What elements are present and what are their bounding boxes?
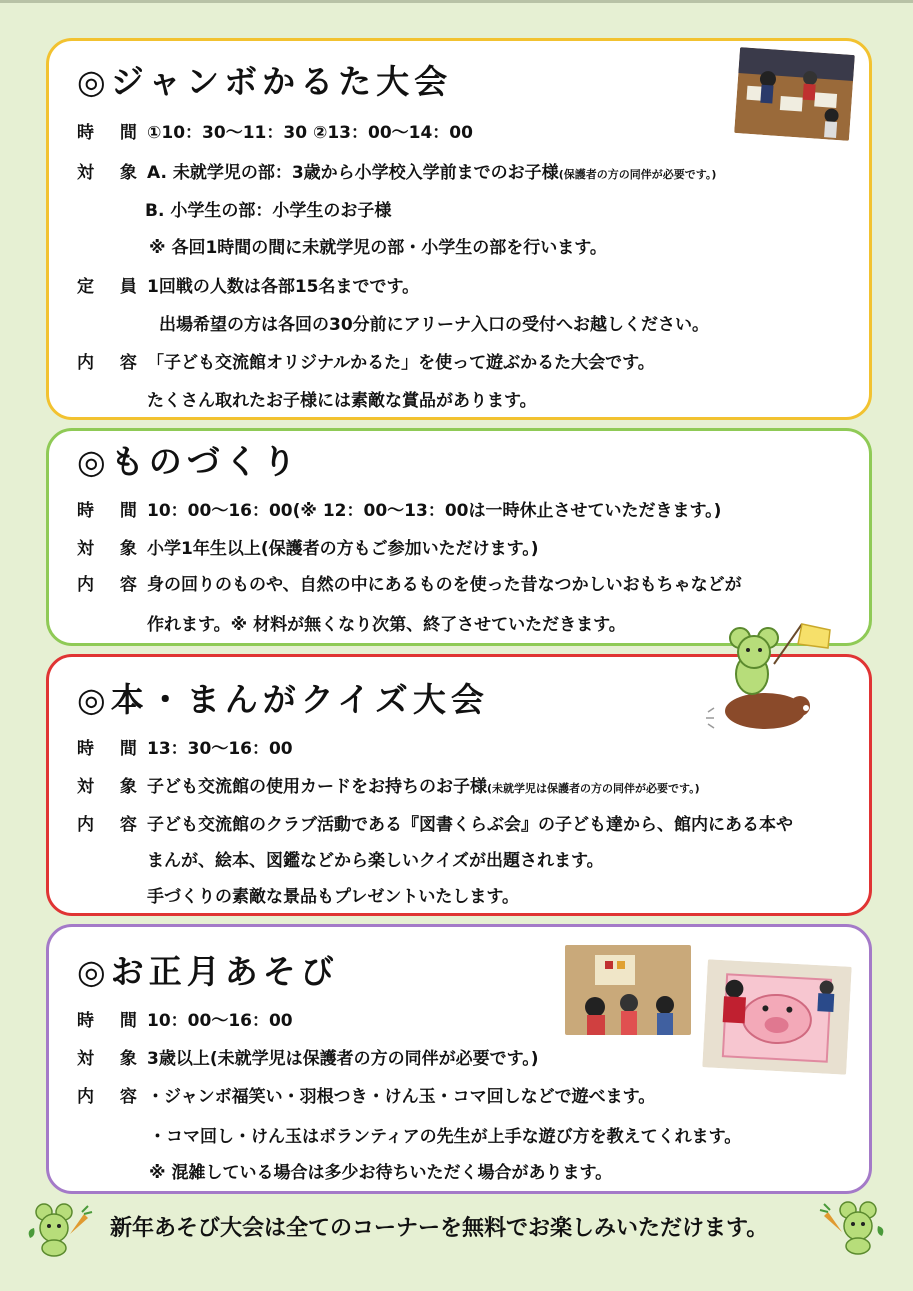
monozukuri-line: 作れます。※ 材料が無くなり次第、終了させていただきます。 <box>147 615 626 635</box>
karuta-content-row <box>77 355 655 372</box>
shogatsu-line-2: ※ 混雑している場合は多少お待ちいただく場合があります。 <box>149 1163 613 1183</box>
section-shogatsu <box>46 924 872 1194</box>
row-key: 時 間 <box>77 739 147 759</box>
row-key: 時 間 <box>77 123 147 143</box>
quiz-time-row <box>77 741 293 758</box>
shogatsu-photo-2 <box>702 959 851 1074</box>
mouse-holding-carrot-icon <box>24 1198 94 1258</box>
footer-message: 新年あそび大会は全てのコーナーを無料でお楽しみいただけます。 <box>110 1216 769 1241</box>
row-note: (未就学児は保護者の方の同伴が必要です。) <box>487 782 700 795</box>
row-note: (保護者の方の同伴が必要です。) <box>558 168 717 181</box>
section-title: ◎本・まんがクイズ大会 <box>77 680 489 719</box>
row-value: 10：00〜16：00 <box>147 1011 293 1031</box>
quiz-target-row <box>77 779 700 796</box>
section-karuta <box>46 38 872 420</box>
row-value: 小学1年生以上(保護者の方もご参加いただけます。) <box>147 539 539 559</box>
shogatsu-line-1: ・コマ回し・けん玉はボランティアの先生が上手な遊び方を教えてくれます。 <box>149 1127 742 1147</box>
row-value: 1回戦の人数は各部15名までです。 <box>147 277 420 297</box>
row-key: 内 容 <box>77 575 147 595</box>
section-monozukuri <box>46 428 872 646</box>
karuta-line-note: ※ 各回1時間の間に未就学児の部・小学生の部を行います。 <box>149 238 607 258</box>
row-value: 3歳以上(未就学児は保護者の方の同伴が必要です。) <box>147 1049 539 1069</box>
shogatsu-target-row <box>77 1051 539 1068</box>
top-border <box>0 0 913 3</box>
karuta-photo <box>734 47 855 141</box>
shogatsu-content-row <box>77 1089 655 1106</box>
row-key: 対 象 <box>77 539 147 559</box>
row-value: A. 未就学児の部：3歳から小学校入学前までのお子様 <box>147 163 559 183</box>
row-key: 対 象 <box>77 777 147 797</box>
row-key: 時 間 <box>77 501 147 521</box>
karuta-entry-note: 出場希望の方は各回の30分前にアリーナ入口の受付へお越しください。 <box>159 315 709 335</box>
row-value: ①10：30〜11：30 ②13：00〜14：00 <box>147 123 473 143</box>
row-key: 対 象 <box>77 1049 147 1069</box>
row-value: ・ジャンボ福笑い・羽根つき・けん玉・コマ回しなどで遊べます。 <box>147 1087 656 1107</box>
section-title: ◎ジャンボかるた大会 <box>77 62 453 101</box>
karuta-target-row <box>77 165 716 182</box>
quiz-content-row <box>77 817 793 834</box>
mouse-holding-carrot-icon <box>818 1196 888 1256</box>
karuta-time-row <box>77 125 473 142</box>
row-value: 子ども交流館の使用カードをお持ちのお子様 <box>147 777 487 797</box>
row-value: 「子ども交流館オリジナルかるた」を使って遊ぶかるた大会です。 <box>147 353 655 373</box>
row-key: 時 間 <box>77 1011 147 1031</box>
row-key: 定 員 <box>77 277 147 297</box>
quiz-line-2: 手づくりの素敵な景品もプレゼントいたします。 <box>147 887 519 907</box>
mouse-riding-boar-icon <box>690 616 840 736</box>
shogatsu-time-row <box>77 1013 293 1030</box>
row-key: 内 容 <box>77 1087 147 1107</box>
karuta-prize-line: たくさん取れたお子様には素敵な賞品があります。 <box>147 391 537 411</box>
quiz-line-1: まんが、絵本、図鑑などから楽しいクイズが出題されます。 <box>147 851 604 871</box>
row-key: 対 象 <box>77 163 147 183</box>
shogatsu-photo-1 <box>565 945 691 1035</box>
row-value: 13：30〜16：00 <box>147 739 293 759</box>
karuta-line-b: B. 小学生の部：小学生のお子様 <box>145 201 392 221</box>
monozukuri-time-row <box>77 503 721 520</box>
section-title: ◎お正月あそび <box>77 952 339 991</box>
row-value: 10：00〜16：00(※ 12：00〜13：00は一時休止させていただきます。) <box>147 501 722 521</box>
monozukuri-content-row <box>77 577 742 594</box>
monozukuri-target-row <box>77 541 539 558</box>
row-key: 内 容 <box>77 815 147 835</box>
row-value: 身の回りのものや、自然の中にあるものを使った昔なつかしいおもちゃなどが <box>147 575 742 595</box>
section-title: ◎ものづくり <box>77 442 301 481</box>
row-key: 内 容 <box>77 353 147 373</box>
karuta-capacity-row <box>77 279 419 296</box>
row-value: 子ども交流館のクラブ活動である『図書くらぶ会』の子ども達から、館内にある本や <box>147 815 793 835</box>
